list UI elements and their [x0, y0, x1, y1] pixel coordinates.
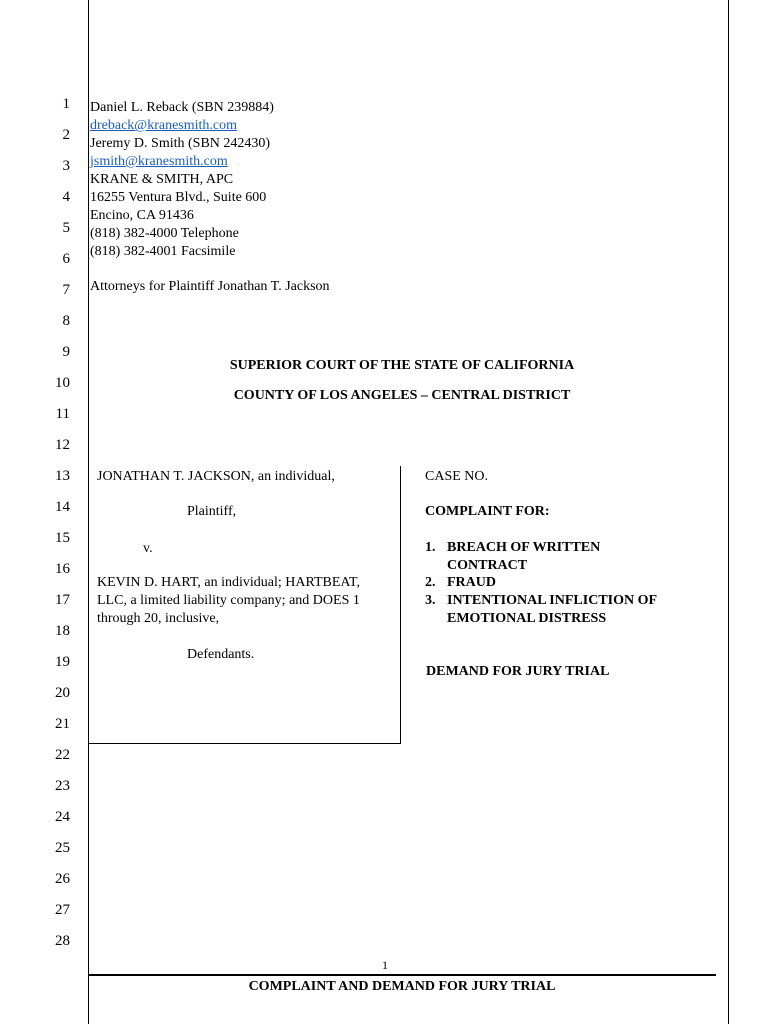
case-number: CASE NO.: [425, 469, 489, 484]
line-number: 25: [55, 840, 70, 856]
right-margin-rule: [728, 0, 729, 1024]
firm-city: Encino, CA 91436: [90, 208, 194, 223]
line-number: 17: [55, 592, 70, 608]
jury-demand: DEMAND FOR JURY TRIAL: [426, 664, 610, 679]
line-number: 7: [62, 282, 70, 298]
claim-text: FRAUD: [447, 575, 496, 590]
line-number: 9: [62, 344, 70, 360]
line-number: 24: [55, 809, 70, 825]
claim-item: [425, 592, 657, 628]
footer-title: COMPLAINT AND DEMAND FOR JURY TRIAL: [248, 979, 556, 994]
footer-rule: [88, 974, 716, 976]
line-number: 23: [55, 778, 70, 794]
claim-item: [425, 574, 657, 592]
claim-item: [425, 539, 627, 575]
plaintiff-label: Plaintiff,: [187, 504, 237, 519]
court-name: SUPERIOR COURT OF THE STATE OF CALIFORNIA: [229, 358, 575, 373]
defendants-line: LLC, a limited liability company; and DOES 1: [97, 593, 360, 608]
line-number: 27: [55, 902, 70, 918]
attorney-name: Daniel L. Reback (SBN 239884): [90, 100, 274, 115]
claim-text: BREACH OF WRITTEN CONTRACT: [447, 540, 601, 573]
line-number: 2: [62, 127, 70, 143]
firm-fax: (818) 382-4001 Facsimile: [90, 244, 236, 259]
line-number: 1: [62, 96, 70, 112]
line-number: 20: [55, 685, 70, 701]
attorneys-for: Attorneys for Plaintiff Jonathan T. Jackson: [90, 279, 330, 294]
line-number: 18: [55, 623, 70, 639]
line-number: 10: [55, 375, 70, 391]
line-number: 11: [55, 406, 70, 422]
claim-number: 1.: [425, 540, 436, 555]
defendants-line: through 20, inclusive,: [97, 611, 220, 626]
line-number: 3: [62, 158, 70, 174]
claim-number: 2.: [425, 575, 436, 590]
complaint-for-heading: COMPLAINT FOR:: [425, 504, 550, 519]
versus: v.: [143, 541, 153, 556]
line-number: 12: [55, 437, 70, 453]
line-number: 21: [55, 716, 70, 732]
firm-name: KRANE & SMITH, APC: [90, 172, 234, 187]
line-number: 19: [55, 654, 70, 670]
line-number: 5: [62, 220, 70, 236]
firm-address: 16255 Ventura Blvd., Suite 600: [90, 190, 267, 205]
attorney-email-link[interactable]: jsmith@kranesmith.com: [90, 154, 228, 169]
line-number: 13: [55, 468, 70, 484]
claim-number: 3.: [425, 593, 436, 608]
page-number: 1: [382, 958, 388, 972]
line-number: 15: [55, 530, 70, 546]
line-number: 16: [55, 561, 70, 577]
line-number: 28: [55, 933, 70, 949]
attorney-name: Jeremy D. Smith (SBN 242430): [90, 136, 271, 151]
plaintiff-name: JONATHAN T. JACKSON, an individual,: [97, 469, 335, 484]
court-county: COUNTY OF LOS ANGELES – CENTRAL DISTRICT: [233, 388, 571, 403]
line-number: 6: [62, 251, 70, 267]
line-number: 8: [62, 313, 70, 329]
line-number: 14: [55, 499, 70, 515]
line-number: 26: [55, 871, 70, 887]
line-number: 22: [55, 747, 70, 763]
line-number: 4: [62, 189, 70, 205]
claim-text: INTENTIONAL INFLICTION OF EMOTIONAL DISTRESS: [447, 593, 657, 626]
attorney-email-link[interactable]: dreback@kranesmith.com: [90, 118, 238, 133]
firm-phone: (818) 382-4000 Telephone: [90, 226, 239, 241]
defendants-line: KEVIN D. HART, an individual; HARTBEAT,: [97, 575, 360, 590]
defendants-label: Defendants.: [187, 647, 255, 662]
